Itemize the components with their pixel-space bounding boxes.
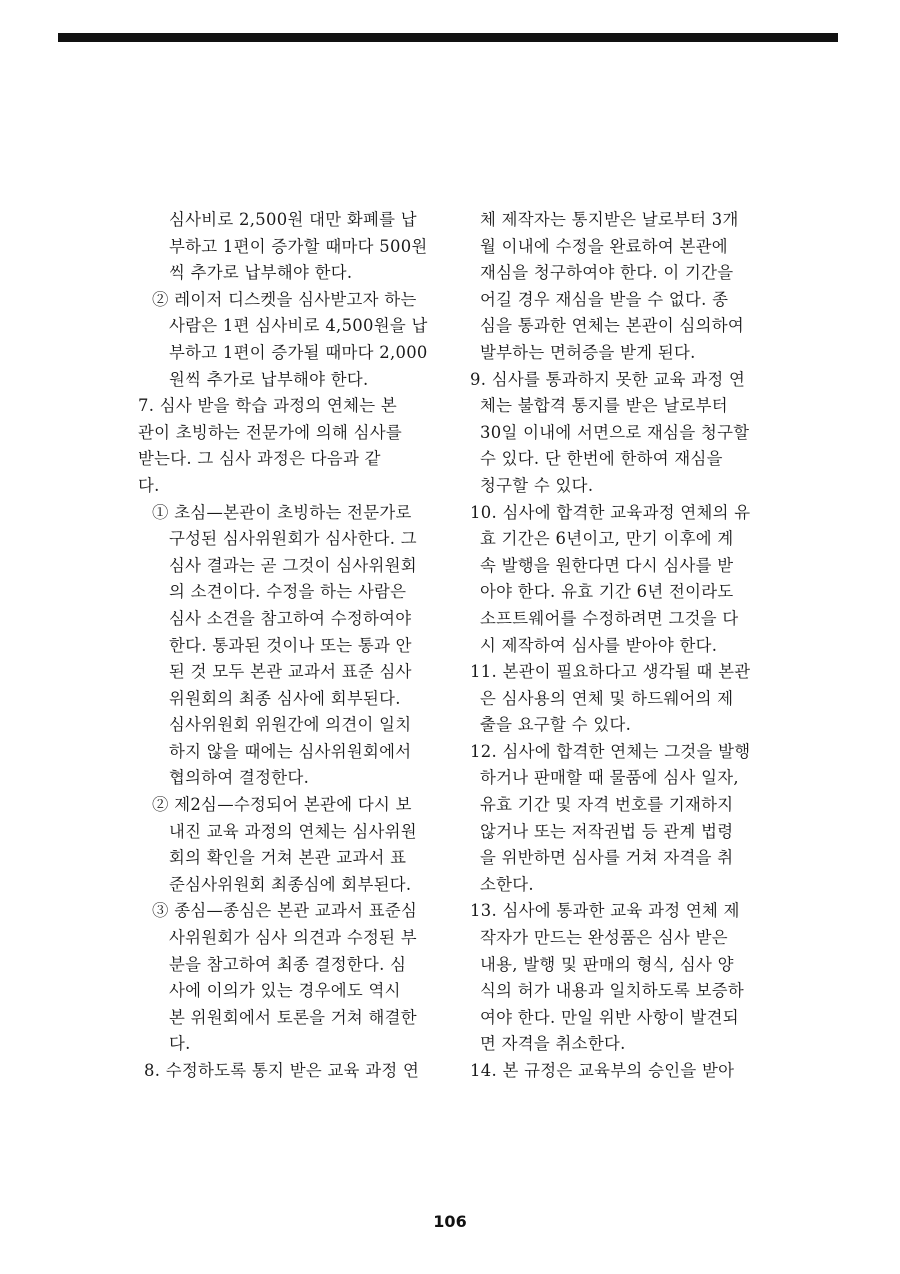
text-line: 하지 않을 때에는 심사위원회에서 [169,741,412,761]
text-line: 7. 심사 받을 학습 과정의 연체는 본 [138,396,398,416]
text-line: 심사위원회 위원간에 의견이 일치 [169,715,412,735]
text-line: 부하고 1편이 증가될 때마다 2,000 [169,342,428,362]
page-number: 106 [433,1212,467,1231]
text-line: 않거나 또는 저작권법 등 관계 법령 [480,821,734,841]
text-line: 재심을 청구하여야 한다. 이 기간을 [480,263,734,283]
text-line: 9. 심사를 통과하지 못한 교육 과정 연 [470,369,746,389]
text-line: 원씩 추가로 납부해야 한다. [169,369,369,389]
text-line: 30일 이내에 서면으로 재심을 청구할 [480,422,750,442]
text-line: 부하고 1편이 증가할 때마다 500원 [169,236,428,256]
text-line: 면 자격을 취소한다. [480,1034,626,1054]
text-line: 11. 본관이 필요하다고 생각될 때 본관 [470,662,751,682]
text-line: 14. 본 규정은 교육부의 승인을 받아 [470,1061,735,1080]
text-line: ② 제2심—수정되어 본관에 다시 보 [152,795,412,815]
text-line: 월 이내에 수정을 완료하여 본관에 [480,236,728,256]
text-line: 작자가 만드는 완성품은 심사 받은 [480,928,728,948]
text-line: 여야 한다. 만일 위반 사항이 발견되 [480,1007,739,1027]
text-line: 12. 심사에 합격한 연체는 그것을 발행 [470,741,751,761]
text-line: 출을 요구할 수 있다. [480,715,632,735]
text-line: 소한다. [480,874,534,894]
text-line: 심사 소견을 참고하여 수정하여야 [169,608,412,628]
text-line: 사에 이의가 있는 경우에도 역시 [169,981,401,1001]
text-line: 은 심사용의 연체 및 하드웨어의 제 [480,688,734,708]
text-line: 위원회의 최종 심사에 회부된다. [169,688,401,708]
text-line: ① 초심—본관이 초빙하는 전문가로 [152,502,412,522]
text-line: 된 것 모두 본관 교과서 표준 심사 [169,662,412,682]
text-line: 협의하여 결정한다. [169,768,310,788]
text-line: 심사비로 2,500원 대만 화폐를 납 [169,210,417,229]
text-line: 소프트웨어를 수정하려면 그것을 다 [480,608,739,628]
text-line: 13. 심사에 통과한 교육 과정 연체 제 [470,901,740,921]
text-line: 내용, 발행 및 판매의 형식, 심사 양 [480,954,734,974]
text-line: 사람은 1편 심사비로 4,500원을 납 [169,316,428,336]
text-line: 유효 기간 및 자격 번호를 기재하지 [480,795,734,815]
text-line: 준심사위원회 최종심에 회부된다. [169,874,412,894]
top-rule [58,33,838,42]
text-line: 아야 한다. 유효 기간 6년 전이라도 [480,582,734,602]
text-line: ② 레이저 디스켓을 심사받고자 하는 [152,289,417,309]
right-column [470,207,770,1085]
text-line: 어길 경우 재심을 받을 수 없다. 종 [480,289,729,309]
text-line: 체는 불합격 통지를 받은 날로부터 [480,396,728,416]
text-line: 체 제작자는 통지받은 날로부터 3개 [480,210,739,229]
left-column [138,207,438,1085]
text-line: 의 소견이다. 수정을 하는 사람은 [169,582,407,602]
text-line: 수 있다. 단 한번에 한하여 재심을 [480,449,723,469]
text-line: 회의 확인을 거쳐 본관 교과서 표 [169,848,407,868]
text-line: 식의 허가 내용과 일치하도록 보증하 [480,981,745,1001]
text-line: 구성된 심사위원회가 심사한다. 그 [169,529,417,549]
text-line: 을 위반하면 심사를 거쳐 자격을 취 [480,848,734,868]
text-line: 한다. 통과된 것이나 또는 통과 안 [169,635,412,655]
text-line: 분을 참고하여 최종 결정한다. 심 [169,954,407,974]
text-line: 관이 초빙하는 전문가에 의해 심사를 [138,422,403,442]
text-line: 하거나 판매할 때 물품에 심사 일자, [480,768,739,788]
text-line: 10. 심사에 합격한 교육과정 연체의 유 [470,502,751,522]
text-line: 내진 교육 과정의 연체는 심사위원 [169,821,417,841]
text-line: 본 위원회에서 토론을 거쳐 해결한 [169,1007,417,1027]
text-line: 발부하는 면허증을 받게 된다. [480,342,696,362]
text-line: 심을 통과한 연체는 본관이 심의하여 [480,316,745,336]
text-line: 다. [138,475,160,495]
text-line: 씩 추가로 납부해야 한다. [169,263,353,283]
text-line: 청구할 수 있다. [480,475,594,495]
text-line: 받는다. 그 심사 과정은 다음과 같 [138,449,381,469]
text-line: 다. [169,1034,191,1054]
text-line: 8. 수정하도록 통지 받은 교육 과정 연 [144,1061,420,1080]
text-line: 심사 결과는 곧 그것이 심사위원회 [169,555,417,575]
text-line: 시 제작하여 심사를 받아야 한다. [480,635,718,655]
text-line: 효 기간은 6년이고, 만기 이후에 계 [480,529,734,549]
text-line: 속 발행을 원한다면 다시 심사를 받 [480,555,734,575]
text-line: ③ 종심—종심은 본관 교과서 표준심 [152,901,418,921]
text-line: 사위원회가 심사 의견과 수정된 부 [169,928,417,948]
